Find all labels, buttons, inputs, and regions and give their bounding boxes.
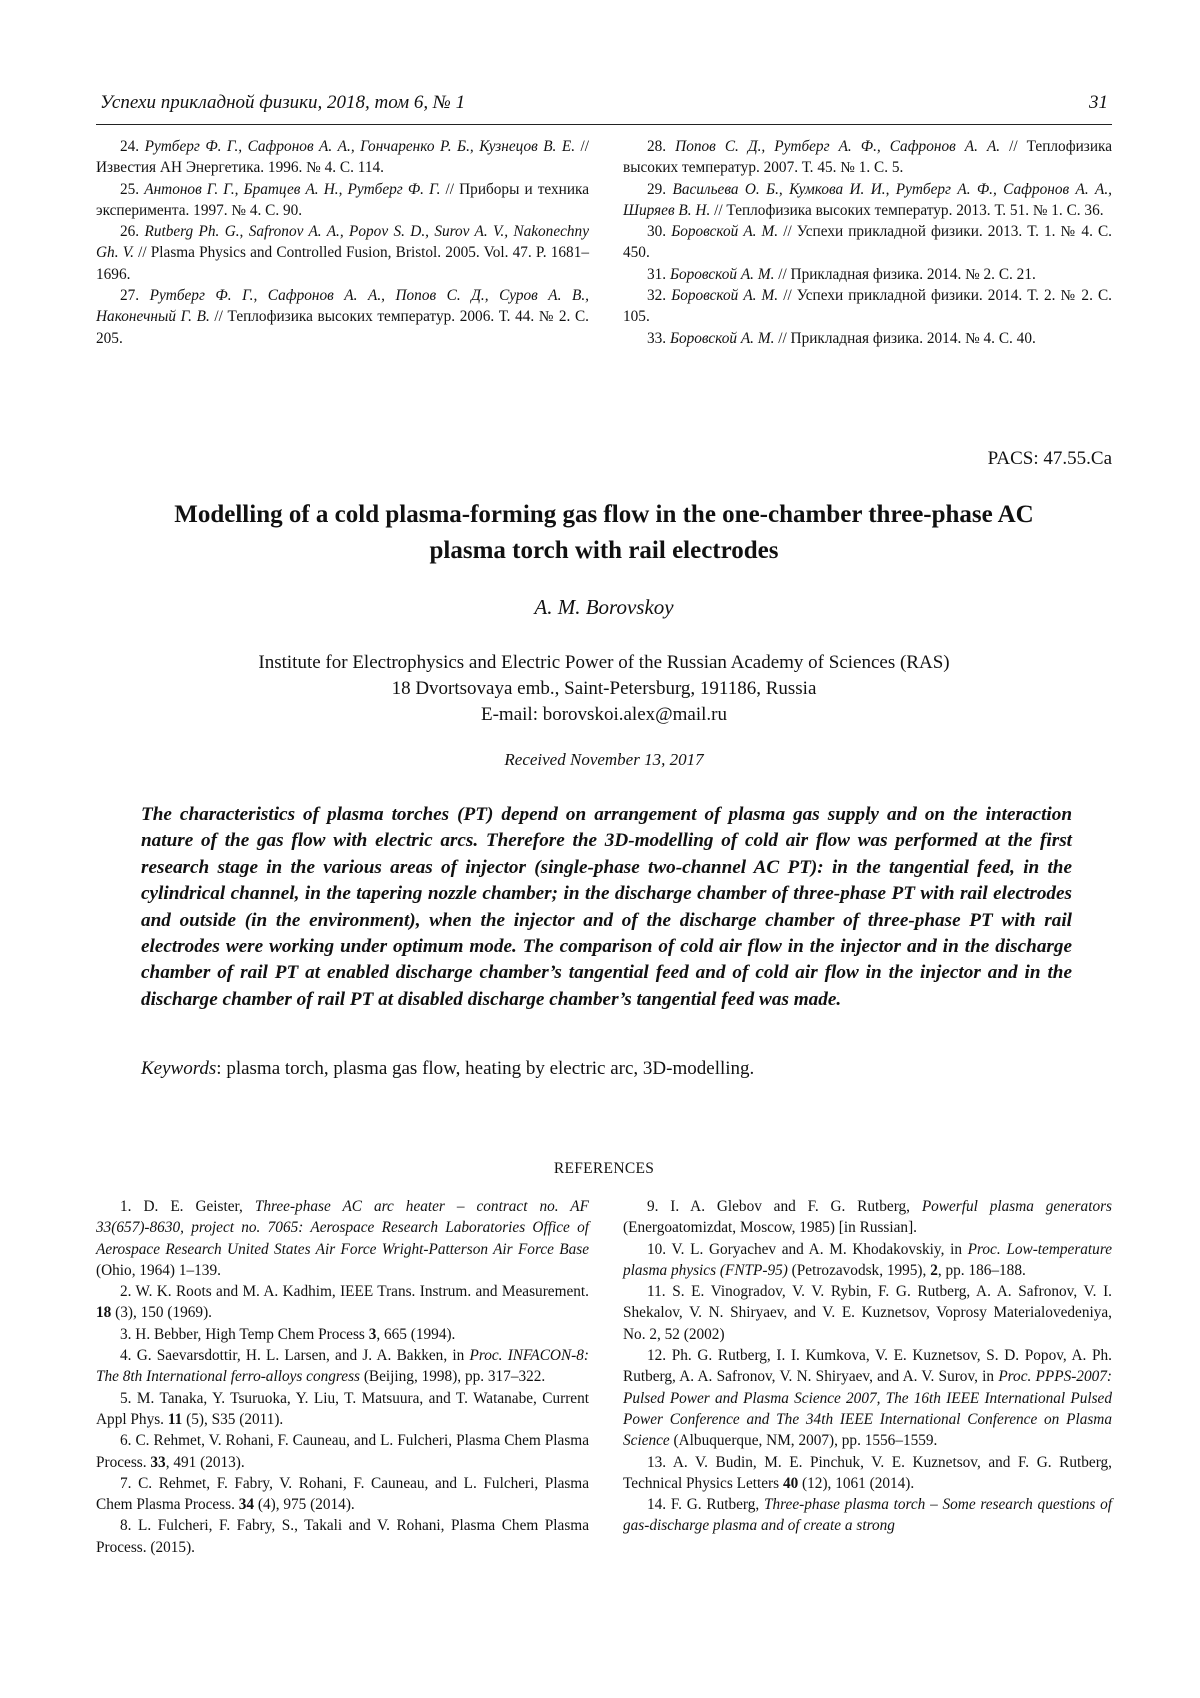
- reference-item: [623, 179, 1112, 222]
- author-email: E-mail: borovskoi.alex@mail.ru: [96, 702, 1112, 728]
- reference-number: 25.: [120, 181, 144, 198]
- reference-number: 27.: [120, 287, 150, 304]
- reference-authors: Боровской А. М.: [671, 223, 778, 240]
- journal-page: [0, 0, 1200, 1698]
- keywords: [141, 1058, 1072, 1080]
- keywords-label: Keywords: [141, 1058, 216, 1079]
- pacs-code: PACS: 47.55.Ca: [988, 448, 1112, 470]
- reference-authors: Боровской А. М.: [670, 266, 774, 283]
- reference-item: [96, 221, 589, 285]
- reference-item: 5. M. Tanaka, Y. Tsuruoka, Y. Liu, T. Matsuura, and T. Watanabe, Current Appl Phys. 11 (5), S35 (2011).: [96, 1388, 589, 1431]
- reference-item: 11. S. E. Vinogradov, V. V. Rybin, F. G. Rutberg, A. A. Safronov, V. I. Shekalov, V. N. Shiryaev, and V. E. Kuznetsov, Voprosy Materialovedeniya, No. 2, 52 (2002): [623, 1281, 1112, 1345]
- reference-item: [623, 264, 1112, 285]
- reference-source: // Успехи прикладной физики. 2014. Т. 2. № 2. С. 105.: [623, 287, 1112, 325]
- reference-item: 1. D. E. Geister, Three-phase AC arc heater – contract no. AF 33(657)-8630, project no. 7065: Aerospace Research Laboratories Office of Aerospace Research United States Air Force Wright-Patterson Air Force Base (Ohio, 1964) 1–139.: [96, 1196, 589, 1281]
- reference-authors: Васильева О. Б., Кумкова И. И., Рутберг А. Ф., Сафронов А. А., Ширяев В. Н.: [623, 181, 1112, 219]
- affiliation-institute: Institute for Electrophysics and Electric Power of the Russian Academy of Sciences (RAS): [96, 650, 1112, 676]
- reference-number: 31.: [647, 266, 670, 283]
- reference-number: 28.: [647, 138, 675, 155]
- reference-item: [623, 221, 1112, 264]
- reference-source: // Успехи прикладной физики. 2013. Т. 1. № 4. С. 450.: [623, 223, 1112, 261]
- author-name: A. M. Borovskoy: [96, 595, 1112, 620]
- reference-item: 4. G. Saevarsdottir, H. L. Larsen, and J. A. Bakken, in Proc. INFACON-8: The 8th International ferro-alloys congress (Beijing, 1998), pp. 317–322.: [96, 1345, 589, 1388]
- references-left-column: [96, 1196, 589, 1558]
- reference-source: // Известия АН Энергетика. 1996. № 4. С. 114.: [96, 138, 589, 176]
- received-date: Received November 13, 2017: [96, 750, 1112, 770]
- article-title-line: plasma torch with rail electrodes: [96, 533, 1112, 569]
- article-title-line: Modelling of a cold plasma-forming gas flow in the one-chamber three-phase AC: [96, 497, 1112, 533]
- reference-number: 26.: [120, 223, 144, 240]
- keywords-text: : plasma torch, plasma gas flow, heating by electric arc, 3D-modelling.: [216, 1058, 754, 1079]
- reference-source: // Теплофизика высоких температур. 2006. Т. 44. № 2. С. 205.: [96, 308, 589, 346]
- abstract: The characteristics of plasma torches (PT) depend on arrangement of plasma gas supply and on the interaction nature of the gas flow with electric arcs. Therefore the 3D-modelling of cold air flow was performed at the first research stage in the various areas of injector (single-phase two-channel AC PT): in the tangential feed, in the cylindrical channel, in the tapering nozzle chamber; in the discharge chamber of three-phase PT with rail electrodes and outside (in the environment), when the injector and of the discharge chamber of three-phase PT with rail electrodes were working under optimum mode. The comparison of cold air flow in the injector and in the discharge chamber of rail PT at enabled discharge chamber’s tangential feed and of cold air flow in the injector and in the discharge chamber of rail PT at disabled discharge chamber’s tangential feed was made.: [141, 802, 1072, 1013]
- top-references-left-column: [96, 136, 589, 349]
- reference-item: [96, 136, 589, 179]
- references-right-column: [623, 1196, 1112, 1537]
- reference-source: // Прикладная физика. 2014. № 4. С. 40.: [774, 330, 1035, 347]
- references-heading: REFERENCES: [96, 1160, 1112, 1178]
- reference-number: 32.: [647, 287, 671, 304]
- reference-item: [96, 285, 589, 349]
- reference-number: 29.: [647, 181, 672, 198]
- reference-item: 10. V. L. Goryachev and A. M. Khodakovskiy, in Proc. Low-temperature plasma physics (FNTP-95) (Petrozavodsk, 1995), 2, pp. 186–188.: [623, 1239, 1112, 1282]
- reference-authors: Попов С. Д., Рутберг А. Ф., Сафронов А. А.: [675, 138, 1000, 155]
- reference-authors: Rutberg Ph. G., Safronov A. A., Popov S. D., Surov A. V., Nakonechny Gh. V.: [96, 223, 589, 261]
- reference-item: 7. C. Rehmet, F. Fabry, V. Rohani, F. Cauneau, and L. Fulcheri, Plasma Chem Plasma Process. 34 (4), 975 (2014).: [96, 1473, 589, 1516]
- reference-item: 6. C. Rehmet, V. Rohani, F. Cauneau, and L. Fulcheri, Plasma Chem Plasma Process. 33, 491 (2013).: [96, 1430, 589, 1473]
- reference-authors: Боровской А. М.: [670, 330, 774, 347]
- reference-source: // Теплофизика высоких температур. 2013. Т. 51. № 1. С. 36.: [710, 202, 1103, 219]
- reference-number: 33.: [647, 330, 670, 347]
- journal-title: Успехи прикладной физики, 2018, том 6, № 1: [100, 92, 465, 114]
- reference-item: 13. A. V. Budin, M. E. Pinchuk, V. E. Kuznetsov, and F. G. Rutberg, Technical Physics Letters 40 (12), 1061 (2014).: [623, 1452, 1112, 1495]
- reference-item: 3. H. Bebber, High Temp Chem Process 3, 665 (1994).: [96, 1324, 589, 1345]
- reference-authors: Рутберг Ф. Г., Сафронов А. А., Попов С. Д., Суров А. В., Наконечный Г. В.: [96, 287, 589, 325]
- reference-authors: Антонов Г. Г., Братцев А. Н., Рутберг Ф. Г.: [144, 181, 440, 198]
- top-references-right-column: [623, 136, 1112, 349]
- running-header: [96, 92, 1112, 125]
- reference-source: // Прикладная физика. 2014. № 2. С. 21.: [774, 266, 1035, 283]
- article-title: [96, 497, 1112, 569]
- reference-item: 2. W. K. Roots and M. A. Kadhim, IEEE Trans. Instrum. and Measurement. 18 (3), 150 (1969).: [96, 1281, 589, 1324]
- reference-source: // Приборы и техника эксперимента. 1997. № 4. С. 90.: [96, 181, 589, 219]
- reference-item: 12. Ph. G. Rutberg, I. I. Kumkova, V. E. Kuznetsov, S. D. Popov, A. Ph. Rutberg, A. A. Safronov, V. N. Shiryaev, and A. V. Surov, in Proc. PPPS-2007: Pulsed Power and Plasma Science 2007, The 16th IEEE International Pulsed Power Conference and The 34th IEEE International Conference on Plasma Science (Albuquerque, NM, 2007), pp. 1556–1559.: [623, 1345, 1112, 1451]
- reference-item: [623, 328, 1112, 349]
- reference-source: // Plasma Physics and Controlled Fusion, Bristol. 2005. Vol. 47. P. 1681–1696.: [96, 244, 589, 282]
- page-number: 31: [1089, 92, 1108, 114]
- reference-number: 24.: [120, 138, 145, 155]
- reference-item: [623, 285, 1112, 328]
- affiliation-address: 18 Dvortsovaya emb., Saint-Petersburg, 191186, Russia: [96, 676, 1112, 702]
- reference-item: [96, 179, 589, 222]
- reference-number: 30.: [647, 223, 671, 240]
- reference-item: 9. I. A. Glebov and F. G. Rutberg, Powerful plasma generators (Energoatomizdat, Moscow, 1985) [in Russian].: [623, 1196, 1112, 1239]
- reference-source: // Теплофизика высоких температур. 2007. Т. 45. № 1. С. 5.: [623, 138, 1112, 176]
- reference-authors: Боровской А. М.: [671, 287, 778, 304]
- reference-item: 8. L. Fulcheri, F. Fabry, S., Takali and V. Rohani, Plasma Chem Plasma Process. (2015).: [96, 1515, 589, 1558]
- reference-authors: Рутберг Ф. Г., Сафронов А. А., Гончаренко Р. Б., Кузнецов В. Е.: [145, 138, 575, 155]
- reference-item: [623, 136, 1112, 179]
- reference-item: 14. F. G. Rutberg, Three-phase plasma torch – Some research questions of gas-discharge plasma and of create a strong: [623, 1494, 1112, 1537]
- affiliation: [96, 650, 1112, 728]
